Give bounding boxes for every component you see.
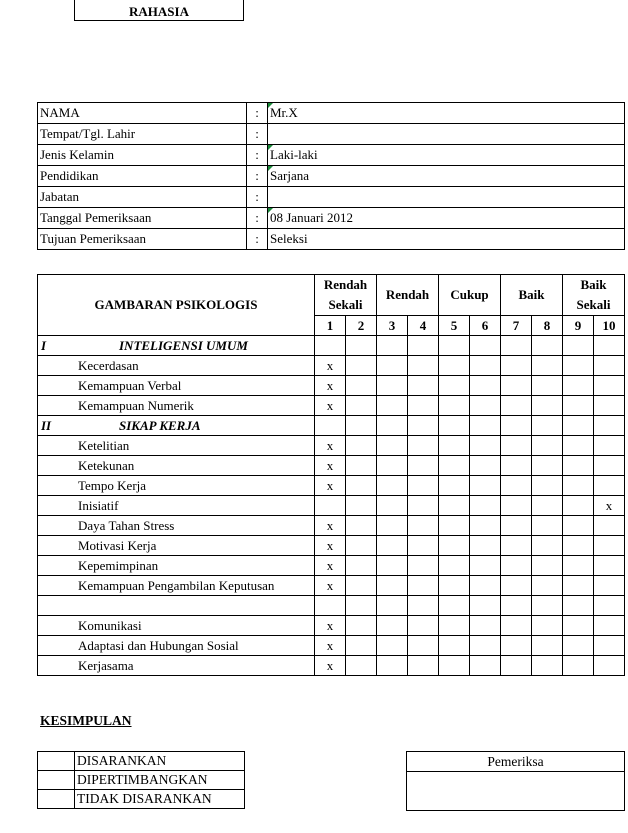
- score-cell: [377, 436, 408, 456]
- comment-marker-icon: [268, 208, 273, 213]
- item-label: Motivasi Kerja: [38, 536, 315, 556]
- examiner-box: [406, 751, 625, 811]
- item-label: Kemampuan Numerik: [38, 396, 315, 416]
- score-cell: [470, 496, 501, 516]
- option-checkbox: [38, 771, 75, 790]
- item-label: Adaptasi dan Hubungan Sosial: [38, 636, 315, 656]
- conclusion-option-row: [38, 752, 245, 771]
- assessment-item-row: [38, 496, 625, 516]
- assessment-item-row: [38, 476, 625, 496]
- score-cell: [532, 556, 563, 576]
- option-label: TIDAK DISARANKAN: [75, 790, 245, 809]
- score-cell: [532, 356, 563, 376]
- score-cell: [501, 596, 532, 616]
- scale-number: 6: [470, 316, 501, 336]
- assessment-item-row: [38, 376, 625, 396]
- identity-label: Tanggal Pemeriksaan: [38, 208, 247, 229]
- score-mark: x: [315, 536, 346, 556]
- score-cell: [563, 636, 594, 656]
- scale-number: 8: [532, 316, 563, 336]
- score-mark: x: [315, 476, 346, 496]
- score-cell: [346, 456, 377, 476]
- identity-value: [268, 124, 625, 145]
- identity-label: NAMA: [38, 103, 247, 124]
- score-cell: [408, 656, 439, 676]
- score-cell: [408, 436, 439, 456]
- section-title: I INTELIGENSI UMUM: [38, 336, 315, 356]
- score-cell: [594, 436, 625, 456]
- examiner-signature-area: [407, 772, 625, 811]
- score-cell: [563, 496, 594, 516]
- score-mark: x: [315, 636, 346, 656]
- item-label: Kerjasama: [38, 656, 315, 676]
- score-cell: [377, 576, 408, 596]
- score-cell: [408, 596, 439, 616]
- conclusion-option-row: [38, 790, 245, 809]
- score-cell: [439, 396, 470, 416]
- score-cell: [594, 656, 625, 676]
- score-cell: [501, 556, 532, 576]
- score-cell: [563, 356, 594, 376]
- score-cell: [470, 556, 501, 576]
- item-label: Kepemimpinan: [38, 556, 315, 576]
- score-cell: [563, 436, 594, 456]
- score-cell: [470, 656, 501, 676]
- score-mark: x: [315, 456, 346, 476]
- assessment-item-row: [38, 576, 625, 596]
- score-cell: [377, 356, 408, 376]
- score-cell: [346, 636, 377, 656]
- score-cell: [408, 376, 439, 396]
- score-cell: [501, 516, 532, 536]
- score-cell: [377, 516, 408, 536]
- score-cell: [408, 576, 439, 596]
- level-header: Cukup: [439, 275, 501, 316]
- score-cell: [470, 376, 501, 396]
- assessment-item-row: [38, 356, 625, 376]
- score-cell: [439, 376, 470, 396]
- score-cell: [470, 576, 501, 596]
- score-cell: [501, 436, 532, 456]
- section-title: II SIKAP KERJA: [38, 416, 315, 436]
- scale-number: 10: [594, 316, 625, 336]
- score-cell: [346, 476, 377, 496]
- assessment-item-row: [38, 516, 625, 536]
- score-mark: x: [315, 556, 346, 576]
- score-cell: [346, 496, 377, 516]
- score-mark: x: [315, 396, 346, 416]
- score-cell: [377, 556, 408, 576]
- score-cell: [563, 376, 594, 396]
- score-cell: [377, 656, 408, 676]
- score-cell: [594, 516, 625, 536]
- score-cell: [408, 496, 439, 516]
- identity-label: Tujuan Pemeriksaan: [38, 229, 247, 250]
- score-cell: [594, 576, 625, 596]
- score-cell: [532, 436, 563, 456]
- score-cell: [377, 596, 408, 616]
- score-cell: [439, 656, 470, 676]
- score-cell: [377, 536, 408, 556]
- scale-number: 7: [501, 316, 532, 336]
- score-cell: [470, 536, 501, 556]
- level-header: Baik: [501, 275, 563, 316]
- score-cell: [532, 516, 563, 536]
- score-cell: [346, 356, 377, 376]
- score-cell: [501, 476, 532, 496]
- score-cell: [532, 636, 563, 656]
- level-header: Rendah Sekali: [315, 275, 377, 316]
- score-cell: [563, 576, 594, 596]
- score-cell: [470, 396, 501, 416]
- score-cell: [377, 476, 408, 496]
- score-cell: [501, 356, 532, 376]
- item-label: Daya Tahan Stress: [38, 516, 315, 536]
- identity-row: [38, 229, 625, 250]
- identity-colon: :: [247, 166, 268, 187]
- score-cell: [532, 496, 563, 516]
- score-cell: [439, 456, 470, 476]
- score-cell: [594, 616, 625, 636]
- identity-value: [268, 187, 625, 208]
- score-mark: x: [315, 436, 346, 456]
- score-cell: [563, 616, 594, 636]
- identity-label: Jenis Kelamin: [38, 145, 247, 166]
- identity-row: [38, 124, 625, 145]
- score-cell: [532, 456, 563, 476]
- score-cell: [408, 356, 439, 376]
- score-cell: [470, 356, 501, 376]
- scale-number: 2: [346, 316, 377, 336]
- score-cell: [594, 476, 625, 496]
- item-label: Ketekunan: [38, 456, 315, 476]
- scale-number: 1: [315, 316, 346, 336]
- score-cell: [408, 556, 439, 576]
- score-cell: [346, 536, 377, 556]
- score-cell: [439, 536, 470, 556]
- identity-row: [38, 145, 625, 166]
- identity-value: Seleksi: [268, 229, 625, 250]
- assessment-item-row: [38, 656, 625, 676]
- score-cell: [315, 596, 346, 616]
- item-label: Tempo Kerja: [38, 476, 315, 496]
- identity-row: [38, 208, 625, 229]
- score-cell: [532, 616, 563, 636]
- identity-table: [37, 102, 625, 250]
- score-cell: [563, 596, 594, 616]
- identity-colon: :: [247, 145, 268, 166]
- identity-value: Mr.X: [268, 103, 625, 124]
- score-cell: [470, 476, 501, 496]
- examiner-label: Pemeriksa: [407, 752, 625, 772]
- identity-colon: :: [247, 229, 268, 250]
- score-cell: [439, 476, 470, 496]
- score-cell: [594, 636, 625, 656]
- identity-colon: :: [247, 124, 268, 145]
- score-mark: x: [315, 656, 346, 676]
- score-cell: [563, 476, 594, 496]
- identity-value: Laki-laki: [268, 145, 625, 166]
- score-cell: [532, 376, 563, 396]
- assessment-item-row: [38, 536, 625, 556]
- score-cell: [346, 616, 377, 636]
- score-cell: [408, 516, 439, 536]
- score-cell: [377, 496, 408, 516]
- score-cell: [532, 536, 563, 556]
- scale-number: 9: [563, 316, 594, 336]
- score-cell: [563, 656, 594, 676]
- score-cell: [594, 556, 625, 576]
- score-cell: [408, 636, 439, 656]
- identity-label: Tempat/Tgl. Lahir: [38, 124, 247, 145]
- score-cell: [532, 596, 563, 616]
- scale-number: 3: [377, 316, 408, 336]
- score-cell: [594, 356, 625, 376]
- identity-value: Sarjana: [268, 166, 625, 187]
- score-cell: [439, 436, 470, 456]
- conclusion-options: [37, 751, 245, 809]
- option-label: DISARANKAN: [75, 752, 245, 771]
- score-cell: [594, 596, 625, 616]
- section-row: [38, 416, 625, 436]
- assessment-item-row: [38, 556, 625, 576]
- score-cell: [377, 376, 408, 396]
- identity-row: [38, 187, 625, 208]
- level-header: Baik Sekali: [563, 275, 625, 316]
- score-cell: [439, 636, 470, 656]
- score-cell: [408, 456, 439, 476]
- assessment-item-row: [38, 616, 625, 636]
- assessment-item-row: [38, 436, 625, 456]
- item-label: Kemampuan Verbal: [38, 376, 315, 396]
- score-cell: [563, 396, 594, 416]
- level-header: Rendah: [377, 275, 439, 316]
- item-label: Ketelitian: [38, 436, 315, 456]
- identity-colon: :: [247, 208, 268, 229]
- item-label: [38, 596, 315, 616]
- score-cell: [346, 436, 377, 456]
- score-cell: [501, 656, 532, 676]
- score-mark: x: [315, 356, 346, 376]
- score-cell: [501, 456, 532, 476]
- score-cell: [439, 516, 470, 536]
- score-cell: [408, 476, 439, 496]
- score-cell: [439, 496, 470, 516]
- score-cell: [532, 476, 563, 496]
- score-cell: [439, 576, 470, 596]
- score-cell: [532, 656, 563, 676]
- assessment-item-row: [38, 596, 625, 616]
- score-cell: [346, 516, 377, 536]
- score-cell: [470, 616, 501, 636]
- score-mark: x: [315, 516, 346, 536]
- score-cell: [470, 516, 501, 536]
- assessment-table: [37, 274, 625, 676]
- score-cell: [532, 396, 563, 416]
- score-cell: [594, 396, 625, 416]
- score-cell: [346, 376, 377, 396]
- score-cell: [470, 436, 501, 456]
- score-mark: x: [315, 616, 346, 636]
- score-cell: [439, 556, 470, 576]
- comment-marker-icon: [268, 145, 273, 150]
- assessment-title: GAMBARAN PSIKOLOGIS: [38, 275, 315, 336]
- score-cell: [501, 576, 532, 596]
- score-mark: x: [315, 576, 346, 596]
- identity-row: [38, 103, 625, 124]
- identity-row: [38, 166, 625, 187]
- comment-marker-icon: [268, 103, 273, 108]
- score-cell: [594, 536, 625, 556]
- conclusion-option-row: [38, 771, 245, 790]
- option-checkbox: [38, 752, 75, 771]
- score-cell: [439, 356, 470, 376]
- score-cell: [408, 616, 439, 636]
- score-cell: [563, 516, 594, 536]
- score-cell: [501, 396, 532, 416]
- section-row: [38, 336, 625, 356]
- score-cell: [501, 636, 532, 656]
- identity-value: 08 Januari 2012: [268, 208, 625, 229]
- score-mark: x: [315, 376, 346, 396]
- classification-label: RAHASIA: [74, 0, 244, 21]
- scale-number: 5: [439, 316, 470, 336]
- score-cell: [408, 396, 439, 416]
- score-cell: [408, 536, 439, 556]
- score-mark: x: [594, 496, 625, 516]
- score-cell: [439, 596, 470, 616]
- score-cell: [346, 656, 377, 676]
- score-cell: [501, 536, 532, 556]
- assessment-item-row: [38, 456, 625, 476]
- score-cell: [377, 396, 408, 416]
- score-cell: [470, 596, 501, 616]
- identity-colon: :: [247, 103, 268, 124]
- identity-label: Pendidikan: [38, 166, 247, 187]
- item-label: Kecerdasan: [38, 356, 315, 376]
- option-label: DIPERTIMBANGKAN: [75, 771, 245, 790]
- score-cell: [563, 456, 594, 476]
- scale-number: 4: [408, 316, 439, 336]
- score-cell: [501, 496, 532, 516]
- score-cell: [377, 616, 408, 636]
- identity-label: Jabatan: [38, 187, 247, 208]
- score-cell: [501, 376, 532, 396]
- item-label: Kemampuan Pengambilan Keputusan: [38, 576, 315, 596]
- score-cell: [470, 456, 501, 476]
- score-cell: [594, 376, 625, 396]
- score-cell: [346, 596, 377, 616]
- score-cell: [501, 616, 532, 636]
- score-cell: [315, 496, 346, 516]
- score-cell: [470, 636, 501, 656]
- score-cell: [532, 576, 563, 596]
- score-cell: [439, 616, 470, 636]
- score-cell: [594, 456, 625, 476]
- score-cell: [377, 456, 408, 476]
- assessment-item-row: [38, 396, 625, 416]
- score-cell: [346, 396, 377, 416]
- score-cell: [346, 556, 377, 576]
- score-cell: [563, 556, 594, 576]
- option-checkbox: [38, 790, 75, 809]
- score-cell: [346, 576, 377, 596]
- score-cell: [563, 536, 594, 556]
- score-cell: [377, 636, 408, 656]
- assessment-item-row: [38, 636, 625, 656]
- item-label: Inisiatif: [38, 496, 315, 516]
- item-label: Komunikasi: [38, 616, 315, 636]
- comment-marker-icon: [268, 166, 273, 171]
- identity-colon: :: [247, 187, 268, 208]
- conclusion-heading: KESIMPULAN: [40, 713, 132, 728]
